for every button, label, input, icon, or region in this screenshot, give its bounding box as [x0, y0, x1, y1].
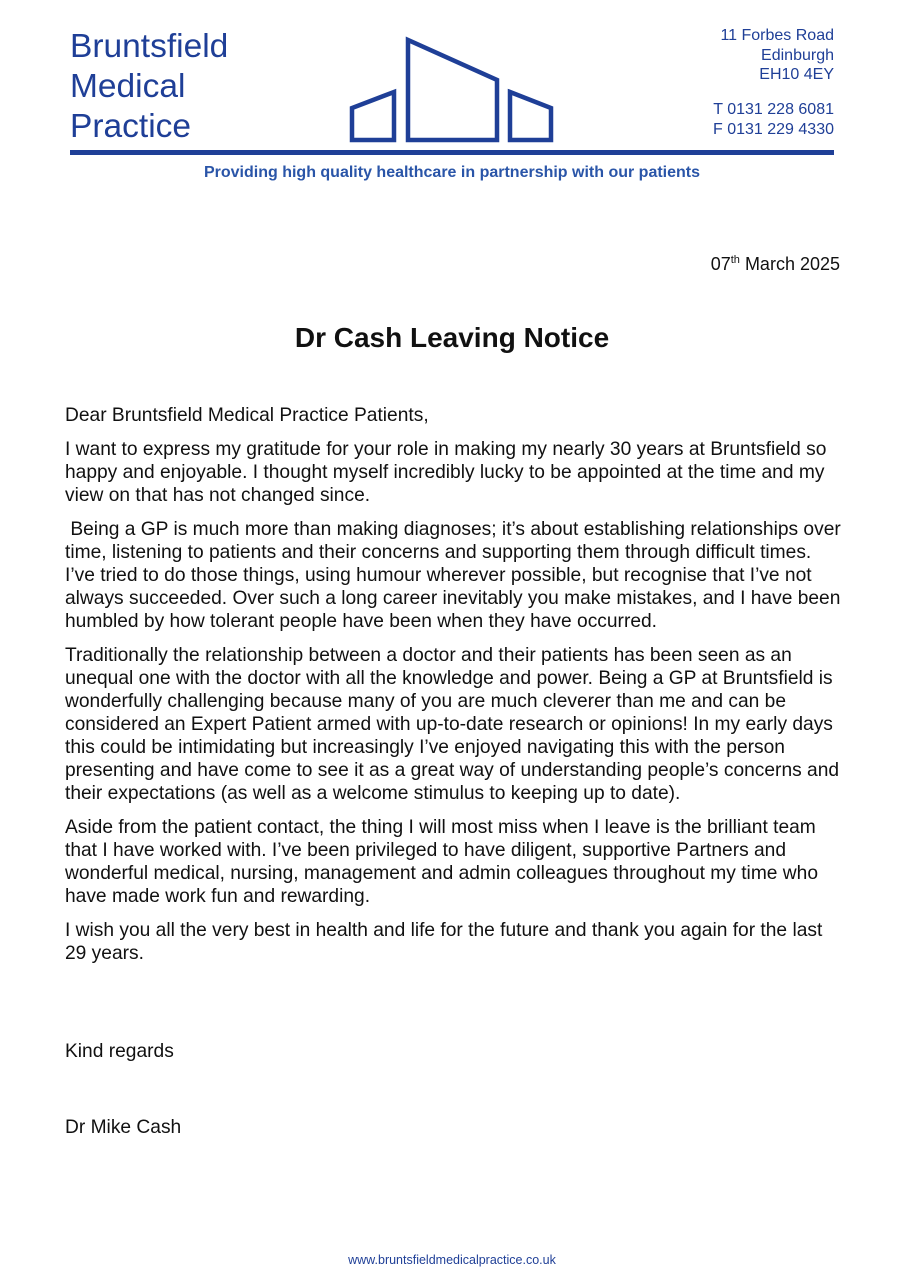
date-day-suffix: th: [730, 254, 740, 266]
letter-paragraph: I wish you all the very best in health and life for the future and thank you again for the last 29 years.: [65, 920, 823, 964]
logo-right-building: [510, 92, 551, 140]
date-month-year: March 2025: [739, 254, 840, 274]
footer-website-link[interactable]: www.bruntsfieldmedicalpractice.co.uk: [348, 1253, 556, 1267]
practice-name-line: Bruntsfield: [70, 28, 229, 65]
logo-left-building: [352, 92, 394, 140]
address-line: 11 Forbes Road: [720, 27, 834, 44]
salutation: Dear Bruntsfield Medical Practice Patients,: [65, 405, 429, 426]
date-day: 07: [710, 254, 731, 274]
contact-numbers: [713, 100, 834, 139]
address-line: EH10 4EY: [759, 66, 834, 83]
letter-date: [711, 254, 840, 275]
signature-name: Dr Mike Cash: [65, 1117, 182, 1138]
letter-body: [65, 404, 845, 976]
fax-number: F 0131 229 4330: [713, 120, 834, 138]
letter-paragraph: Traditionally the relationship between a doctor and their patients has been seen as an unequal one with the doctor with all the knowledge and power. Being a GP at Bruntsfield is wonderfully challenging because many of you are much cleverer than me and can be considered an Expert Patient armed with up-to-date research or opinions! In my early days this could be intimidating but increasingly I’ve enjoyed navigating this with the person presenting and have come to see it as a great way of understanding people’s concerns and their expectations (as well as a welcome stimulus to keeping up to date).: [65, 645, 840, 804]
letter-paragraph: I want to express my gratitude for your role in making my nearly 30 years at Bruntsfield so happy and enjoyable. I thought myself incredibly lucky to be appointed at the time and my view on that has not changed since.: [65, 439, 827, 506]
letter-paragraph: Aside from the patient contact, the thing I will most miss when I leave is the brilliant team that I have worked with. I’ve been privileged to have diligent, supportive Partners and wonderful medical, nursing, management and admin colleagues throughout my time who have made work fun and rewarding.: [65, 817, 818, 907]
closing: Kind regards: [65, 1041, 174, 1062]
practice-name: [70, 27, 228, 147]
practice-name-line: Medical: [70, 68, 186, 105]
address-line: Edinburgh: [761, 46, 834, 64]
practice-address: [720, 26, 834, 85]
page-title: Dr Cash Leaving Notice: [294, 322, 610, 353]
logo-center-building: [408, 40, 497, 140]
buildings-logo-icon: [346, 36, 558, 146]
tagline: Providing high quality healthcare in partnership with our patients: [203, 164, 701, 181]
practice-name-line: Practice: [70, 108, 192, 145]
letter-paragraph: Being a GP is much more than making diagnoses; it’s about establishing relationships over time, listening to patients and their concerns and supporting them through difficult times. I’ve tried to do those things, using humour wherever possible, but recognise that I’ve not always succeeded. Over such a long career inevitably you make mistakes, and I have been humbled by how tolerant people have been when they have occurred.: [65, 519, 841, 632]
phone-number: T 0131 228 6081: [713, 101, 834, 118]
header-divider: [70, 150, 834, 155]
